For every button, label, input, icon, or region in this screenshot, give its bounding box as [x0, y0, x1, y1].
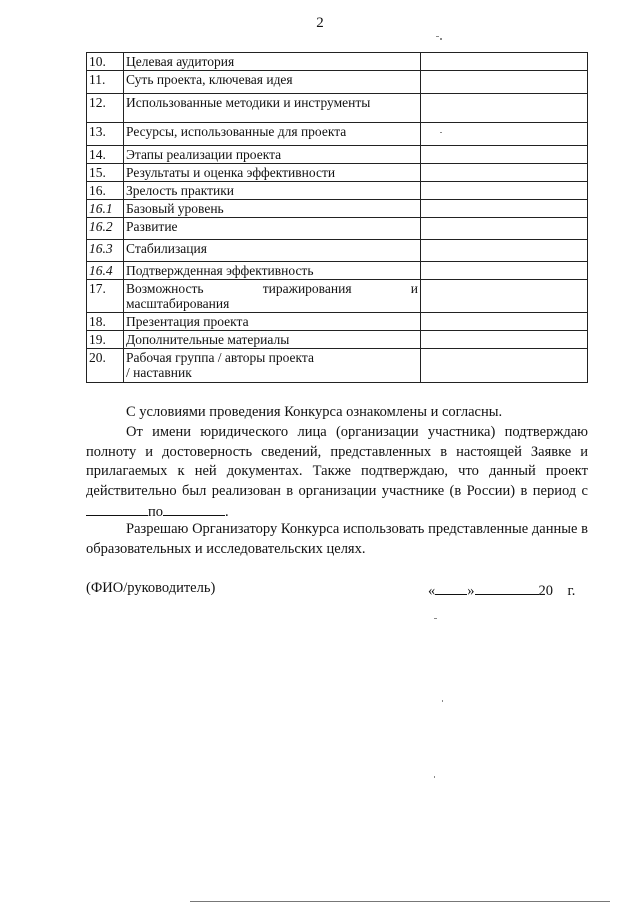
row-label: Ресурсы, использованные для проекта [124, 123, 421, 146]
answer-cell[interactable] [421, 313, 588, 331]
table-row [87, 123, 588, 146]
row-number: 16.1 [87, 200, 124, 218]
scan-speck [440, 38, 442, 40]
row-number: 18. [87, 313, 124, 331]
table-row [87, 240, 588, 262]
close-quote: » [467, 583, 475, 599]
row-label-word: Возможность [126, 281, 204, 296]
row-label: Стабилизация [124, 240, 421, 262]
row-number: 19. [87, 331, 124, 349]
answer-cell[interactable] [421, 123, 588, 146]
row-number: 15. [87, 164, 124, 182]
row-number: 17. [87, 280, 124, 313]
row-label-word: и [410, 281, 418, 296]
row-label: Целевая аудитория [124, 53, 421, 71]
row-label-line: / наставник [126, 365, 192, 380]
row-label: Развитие [124, 218, 421, 240]
row-label: Дополнительные материалы [124, 331, 421, 349]
row-label-line: Рабочая группа / авторы проекта [126, 350, 314, 365]
answer-cell[interactable] [421, 182, 588, 200]
period-start-blank[interactable] [86, 501, 148, 516]
row-label: Результаты и оценка эффективности [124, 164, 421, 182]
table-row [87, 182, 588, 200]
signature-date [428, 580, 575, 600]
confirmation-text: От имени юридического лица (организации участника) подтверждаю полноту и достоверность сведений, представленных в настоящей Заявке и прилагаемых к ней документах. Также подтверждаю, что данный проект действительно был реализован в организации участнике (в России) в период с [86, 424, 588, 499]
period-po-text: по [148, 504, 164, 520]
row-number: 11. [87, 71, 124, 94]
row-number: 16.3 [87, 240, 124, 262]
application-form-table [86, 52, 588, 383]
scan-speck [434, 776, 435, 778]
row-number: 20. [87, 349, 124, 383]
row-number: 12. [87, 94, 124, 123]
answer-cell[interactable] [421, 240, 588, 262]
row-label [124, 280, 421, 313]
table-row [87, 218, 588, 240]
row-label-word: тиражирования [262, 281, 352, 296]
permission-paragraph: Разрешаю Организатору Конкурса использовать представленные данные в образовательных и исследовательских целях. [86, 521, 588, 557]
scan-speck [436, 36, 439, 37]
answer-cell[interactable] [421, 331, 588, 349]
table-row [87, 146, 588, 164]
table-row [87, 313, 588, 331]
table-row [87, 71, 588, 94]
answer-cell[interactable] [421, 200, 588, 218]
table-row [87, 349, 588, 383]
answer-cell[interactable] [421, 218, 588, 240]
answer-cell[interactable] [421, 280, 588, 313]
answer-cell[interactable] [421, 146, 588, 164]
row-label: Зрелость практики [124, 182, 421, 200]
table-row [87, 164, 588, 182]
answer-cell[interactable] [421, 164, 588, 182]
table-row [87, 331, 588, 349]
row-label [124, 349, 421, 383]
row-number: 16.2 [87, 218, 124, 240]
row-number: 14. [87, 146, 124, 164]
row-label: Базовый уровень [124, 200, 421, 218]
year-prefix: 20 [538, 583, 553, 599]
row-number: 13. [87, 123, 124, 146]
table-row [87, 280, 588, 313]
table-row [87, 262, 588, 280]
row-number: 16. [87, 182, 124, 200]
period-end-dot: . [225, 504, 229, 520]
day-blank[interactable] [435, 580, 467, 595]
table-row [87, 94, 588, 123]
year-suffix: г. [567, 583, 576, 599]
answer-cell[interactable] [421, 262, 588, 280]
table-row [87, 200, 588, 218]
scan-speck [434, 618, 437, 619]
confirmation-paragraph [86, 423, 588, 523]
row-number: 16.4 [87, 262, 124, 280]
row-label: Суть проекта, ключевая идея [124, 71, 421, 94]
answer-cell[interactable] [421, 71, 588, 94]
answer-cell[interactable] [421, 94, 588, 123]
scan-speck [440, 132, 442, 133]
row-label-word: масштабирования [126, 296, 230, 311]
row-number: 10. [87, 53, 124, 71]
page-edge-line [190, 901, 610, 902]
row-label: Использованные методики и инструменты [124, 94, 421, 123]
row-label: Подтвержденная эффективность [124, 262, 421, 280]
month-blank[interactable] [475, 580, 539, 595]
row-label: Презентация проекта [124, 313, 421, 331]
period-end-blank[interactable] [163, 501, 225, 516]
answer-cell[interactable] [421, 53, 588, 71]
answer-cell[interactable] [421, 349, 588, 383]
table-row [87, 53, 588, 71]
open-quote: « [428, 583, 436, 599]
page-number: 2 [316, 15, 324, 31]
consent-paragraph: С условиями проведения Конкурса ознакомлены и согласны. [126, 404, 503, 420]
signatory-label: (ФИО/руководитель) [86, 580, 216, 596]
row-label: Этапы реализации проекта [124, 146, 421, 164]
scan-speck [442, 700, 443, 702]
